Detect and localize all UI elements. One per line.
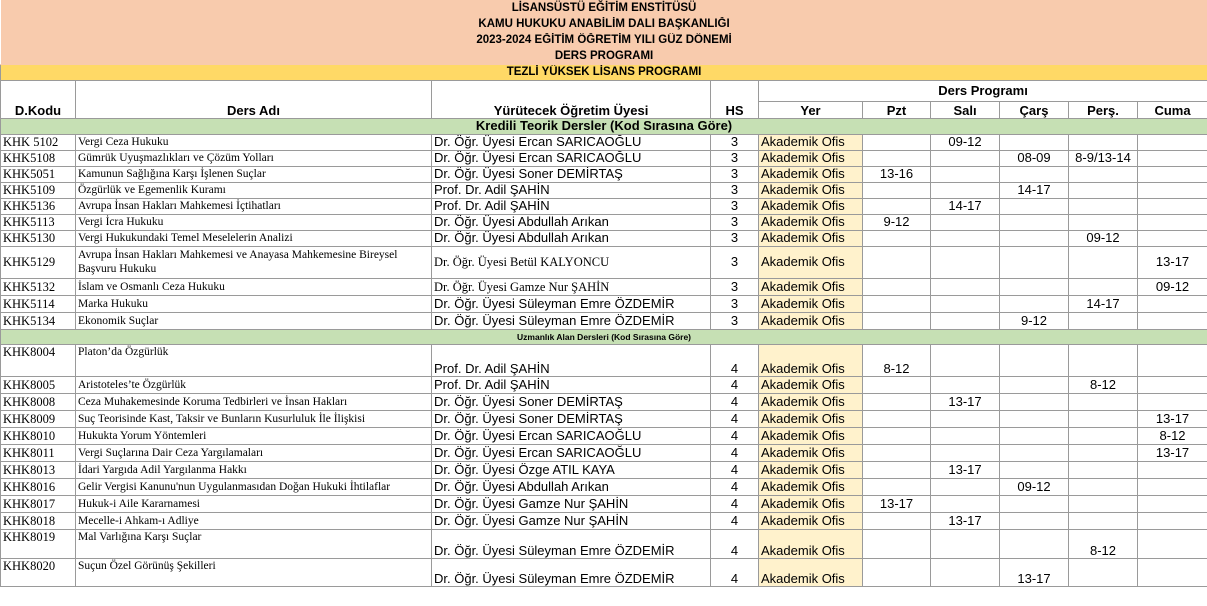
header-line-3: 2023-2024 EĞİTİM ÖĞRETİM YILI GÜZ DÖNEMİ bbox=[1, 32, 1207, 48]
teacher-name: Prof. Dr. Adil ŞAHİN bbox=[432, 376, 711, 393]
time-pers: 09-12 bbox=[1069, 230, 1138, 246]
time-pers bbox=[1069, 512, 1138, 529]
course-name: İdari Yargıda Adil Yargılanma Hakkı bbox=[76, 461, 432, 478]
table-row bbox=[1, 410, 1207, 427]
time-cars bbox=[1000, 230, 1069, 246]
time-sali bbox=[931, 246, 1000, 278]
time-cuma bbox=[1138, 150, 1207, 166]
location: Akademik Ofis bbox=[759, 182, 863, 198]
location: Akademik Ofis bbox=[759, 461, 863, 478]
teacher-name: Dr. Öğr. Üyesi Gamze Nur ŞAHİN bbox=[432, 278, 711, 295]
time-sali bbox=[931, 427, 1000, 444]
course-name: Platon’da Özgürlük bbox=[76, 344, 432, 376]
time-cuma bbox=[1138, 478, 1207, 495]
location: Akademik Ofis bbox=[759, 529, 863, 558]
time-cuma: 13-17 bbox=[1138, 444, 1207, 461]
time-pzt bbox=[863, 312, 931, 329]
course-code: KHK 5102 bbox=[1, 134, 76, 150]
table-row bbox=[1, 134, 1207, 150]
course-code: KHK5109 bbox=[1, 182, 76, 198]
time-pers bbox=[1069, 182, 1138, 198]
teacher-name: Dr. Öğr. Üyesi Süleyman Emre ÖZDEMİR bbox=[432, 558, 711, 586]
course-name: Özgürlük ve Egemenlik Kuramı bbox=[76, 182, 432, 198]
time-sali bbox=[931, 230, 1000, 246]
hs-value: 4 bbox=[711, 529, 759, 558]
location: Akademik Ofis bbox=[759, 427, 863, 444]
hs-value: 3 bbox=[711, 278, 759, 295]
time-cuma bbox=[1138, 214, 1207, 230]
time-pers bbox=[1069, 461, 1138, 478]
course-name: Vergi Suçlarına Dair Ceza Yargılamaları bbox=[76, 444, 432, 461]
time-pzt bbox=[863, 558, 931, 586]
location: Akademik Ofis bbox=[759, 150, 863, 166]
course-code: KHK8004 bbox=[1, 344, 76, 376]
teacher-name: Prof. Dr. Adil ŞAHİN bbox=[432, 198, 711, 214]
location: Akademik Ofis bbox=[759, 410, 863, 427]
location: Akademik Ofis bbox=[759, 344, 863, 376]
location: Akademik Ofis bbox=[759, 558, 863, 586]
time-cars bbox=[1000, 134, 1069, 150]
time-cars bbox=[1000, 410, 1069, 427]
time-sali bbox=[931, 344, 1000, 376]
location: Akademik Ofis bbox=[759, 393, 863, 410]
table-row bbox=[1, 214, 1207, 230]
col-sali-header: Salı bbox=[931, 101, 1000, 118]
teacher-name: Dr. Öğr. Üyesi Soner DEMİRTAŞ bbox=[432, 410, 711, 427]
table-row bbox=[1, 344, 1207, 376]
time-pers bbox=[1069, 393, 1138, 410]
time-sali bbox=[931, 150, 1000, 166]
time-pzt bbox=[863, 150, 931, 166]
time-pers bbox=[1069, 214, 1138, 230]
time-pzt bbox=[863, 427, 931, 444]
table-row bbox=[1, 150, 1207, 166]
course-code: KHK8005 bbox=[1, 376, 76, 393]
time-cuma bbox=[1138, 461, 1207, 478]
time-sali bbox=[931, 278, 1000, 295]
time-sali bbox=[931, 444, 1000, 461]
location: Akademik Ofis bbox=[759, 495, 863, 512]
hs-value: 3 bbox=[711, 246, 759, 278]
time-cars bbox=[1000, 376, 1069, 393]
teacher-name: Dr. Öğr. Üyesi Gamze Nur ŞAHİN bbox=[432, 512, 711, 529]
location: Akademik Ofis bbox=[759, 512, 863, 529]
teacher-name: Dr. Öğr. Üyesi Süleyman Emre ÖZDEMİR bbox=[432, 529, 711, 558]
course-code: KHK8008 bbox=[1, 393, 76, 410]
time-sali: 13-17 bbox=[931, 393, 1000, 410]
course-name: Mecelle-i Ahkam-ı Adliye bbox=[76, 512, 432, 529]
time-pzt bbox=[863, 444, 931, 461]
col-course-header: Ders Adı bbox=[76, 80, 432, 118]
table-row bbox=[1, 376, 1207, 393]
course-name: Gelir Vergisi Kanunu'nun Uygulanmasıdan Doğan Hukuki İhtilaflar bbox=[76, 478, 432, 495]
course-name: Hukuk-i Aile Kararnamesi bbox=[76, 495, 432, 512]
hs-value: 3 bbox=[711, 134, 759, 150]
time-sali bbox=[931, 495, 1000, 512]
table-row bbox=[1, 230, 1207, 246]
teacher-name: Dr. Öğr. Üyesi Ercan SARICAOĞLU bbox=[432, 150, 711, 166]
time-pzt bbox=[863, 376, 931, 393]
location: Akademik Ofis bbox=[759, 312, 863, 329]
location: Akademik Ofis bbox=[759, 134, 863, 150]
location: Akademik Ofis bbox=[759, 444, 863, 461]
time-sali bbox=[931, 558, 1000, 586]
time-cars bbox=[1000, 529, 1069, 558]
teacher-name: Dr. Öğr. Üyesi Abdullah Arıkan bbox=[432, 230, 711, 246]
course-code: KHK8010 bbox=[1, 427, 76, 444]
time-pzt: 13-17 bbox=[863, 495, 931, 512]
time-cars bbox=[1000, 214, 1069, 230]
table-row bbox=[1, 182, 1207, 198]
time-pzt: 9-12 bbox=[863, 214, 931, 230]
course-name: Ekonomik Suçlar bbox=[76, 312, 432, 329]
teacher-name: Dr. Öğr. Üyesi Süleyman Emre ÖZDEMİR bbox=[432, 312, 711, 329]
location: Akademik Ofis bbox=[759, 230, 863, 246]
time-cuma bbox=[1138, 393, 1207, 410]
col-yer-header: Yer bbox=[759, 101, 863, 118]
table-row bbox=[1, 427, 1207, 444]
time-pers bbox=[1069, 312, 1138, 329]
time-cars bbox=[1000, 166, 1069, 182]
location: Akademik Ofis bbox=[759, 198, 863, 214]
time-cars bbox=[1000, 246, 1069, 278]
time-sali bbox=[931, 166, 1000, 182]
hs-value: 4 bbox=[711, 478, 759, 495]
col-cuma-header: Cuma bbox=[1138, 101, 1207, 118]
hs-value: 4 bbox=[711, 512, 759, 529]
time-sali bbox=[931, 410, 1000, 427]
course-code: KHK8020 bbox=[1, 558, 76, 586]
location: Akademik Ofis bbox=[759, 278, 863, 295]
course-name: Marka Hukuku bbox=[76, 295, 432, 312]
time-cuma bbox=[1138, 230, 1207, 246]
course-name: Avrupa İnsan Hakları Mahkemesi ve Anayasa Mahkemesine Bireysel Başvuru Hukuku bbox=[76, 246, 432, 278]
time-sali: 13-17 bbox=[931, 461, 1000, 478]
time-sali bbox=[931, 376, 1000, 393]
time-pers: 8-12 bbox=[1069, 376, 1138, 393]
course-code: KHK8019 bbox=[1, 529, 76, 558]
location: Akademik Ofis bbox=[759, 166, 863, 182]
time-cuma bbox=[1138, 182, 1207, 198]
time-pzt bbox=[863, 278, 931, 295]
col-cars-header: Çarş bbox=[1000, 101, 1069, 118]
table-row bbox=[1, 495, 1207, 512]
time-cars bbox=[1000, 495, 1069, 512]
time-sali bbox=[931, 182, 1000, 198]
location: Akademik Ofis bbox=[759, 376, 863, 393]
time-cars: 14-17 bbox=[1000, 182, 1069, 198]
course-name: İslam ve Osmanlı Ceza Hukuku bbox=[76, 278, 432, 295]
time-pers bbox=[1069, 166, 1138, 182]
teacher-name: Dr. Öğr. Üyesi Soner DEMİRTAŞ bbox=[432, 393, 711, 410]
teacher-name: Dr. Öğr. Üyesi Gamze Nur ŞAHİN bbox=[432, 495, 711, 512]
header-line-4: DERS PROGRAMI bbox=[1, 48, 1207, 64]
header-line-1: LİSANSÜSTÜ EĞİTİM ENSTİTÜSÜ bbox=[1, 0, 1207, 16]
course-name: Vergi İcra Hukuku bbox=[76, 214, 432, 230]
course-code: KHK8017 bbox=[1, 495, 76, 512]
program-title: TEZLİ YÜKSEK LİSANS PROGRAMI bbox=[1, 64, 1207, 80]
time-pzt: 13-16 bbox=[863, 166, 931, 182]
table-row bbox=[1, 512, 1207, 529]
col-group-header: Ders Programı bbox=[759, 80, 1207, 101]
hs-value: 3 bbox=[711, 198, 759, 214]
time-pers bbox=[1069, 495, 1138, 512]
location: Akademik Ofis bbox=[759, 214, 863, 230]
time-pzt bbox=[863, 461, 931, 478]
course-name: Mal Varlığına Karşı Suçlar bbox=[76, 529, 432, 558]
teacher-name: Prof. Dr. Adil ŞAHİN bbox=[432, 344, 711, 376]
teacher-name: Dr. Öğr. Üyesi Betül KALYONCU bbox=[432, 246, 711, 278]
time-sali bbox=[931, 529, 1000, 558]
time-cuma: 09-12 bbox=[1138, 278, 1207, 295]
course-name: Hukukta Yorum Yöntemleri bbox=[76, 427, 432, 444]
teacher-name: Prof. Dr. Adil ŞAHİN bbox=[432, 182, 711, 198]
hs-value: 3 bbox=[711, 312, 759, 329]
table-row bbox=[1, 461, 1207, 478]
time-cars bbox=[1000, 461, 1069, 478]
time-sali: 09-12 bbox=[931, 134, 1000, 150]
table-row bbox=[1, 393, 1207, 410]
time-sali bbox=[931, 295, 1000, 312]
time-cuma: 13-17 bbox=[1138, 246, 1207, 278]
teacher-name: Dr. Öğr. Üyesi Ercan SARICAOĞLU bbox=[432, 427, 711, 444]
time-pzt bbox=[863, 393, 931, 410]
course-code: KHK8011 bbox=[1, 444, 76, 461]
time-sali: 13-17 bbox=[931, 512, 1000, 529]
time-pzt bbox=[863, 512, 931, 529]
teacher-name: Dr. Öğr. Üyesi Süleyman Emre ÖZDEMİR bbox=[432, 295, 711, 312]
time-pzt bbox=[863, 246, 931, 278]
time-cars bbox=[1000, 278, 1069, 295]
course-code: KHK8009 bbox=[1, 410, 76, 427]
teacher-name: Dr. Öğr. Üyesi Abdullah Arıkan bbox=[432, 214, 711, 230]
time-cuma bbox=[1138, 558, 1207, 586]
time-cars bbox=[1000, 444, 1069, 461]
hs-value: 4 bbox=[711, 410, 759, 427]
time-cars bbox=[1000, 512, 1069, 529]
col-pers-header: Perş. bbox=[1069, 101, 1138, 118]
header-line-2: KAMU HUKUKU ANABİLİM DALI BAŞKANLIĞI bbox=[1, 16, 1207, 32]
hs-value: 3 bbox=[711, 295, 759, 312]
time-pzt bbox=[863, 295, 931, 312]
time-cars bbox=[1000, 393, 1069, 410]
time-pzt bbox=[863, 410, 931, 427]
hs-value: 4 bbox=[711, 558, 759, 586]
hs-value: 3 bbox=[711, 150, 759, 166]
teacher-name: Dr. Öğr. Üyesi Abdullah Arıkan bbox=[432, 478, 711, 495]
table-row bbox=[1, 444, 1207, 461]
course-code: KHK5129 bbox=[1, 246, 76, 278]
time-sali bbox=[931, 312, 1000, 329]
time-cuma bbox=[1138, 495, 1207, 512]
time-sali bbox=[931, 214, 1000, 230]
time-cars bbox=[1000, 427, 1069, 444]
teacher-name: Dr. Öğr. Üyesi Soner DEMİRTAŞ bbox=[432, 166, 711, 182]
teacher-name: Dr. Öğr. Üyesi Ercan SARICAOĞLU bbox=[432, 134, 711, 150]
course-code: KHK5114 bbox=[1, 295, 76, 312]
time-pers bbox=[1069, 427, 1138, 444]
time-cuma bbox=[1138, 198, 1207, 214]
hs-value: 4 bbox=[711, 444, 759, 461]
course-code: KHK5136 bbox=[1, 198, 76, 214]
table-row bbox=[1, 295, 1207, 312]
course-code: KHK8018 bbox=[1, 512, 76, 529]
table-row bbox=[1, 558, 1207, 586]
time-pers bbox=[1069, 444, 1138, 461]
time-cars bbox=[1000, 198, 1069, 214]
time-pers: 8-12 bbox=[1069, 529, 1138, 558]
table-row bbox=[1, 312, 1207, 329]
time-sali: 14-17 bbox=[931, 198, 1000, 214]
time-pzt bbox=[863, 134, 931, 150]
teacher-name: Dr. Öğr. Üyesi Ercan SARICAOĞLU bbox=[432, 444, 711, 461]
time-cars: 08-09 bbox=[1000, 150, 1069, 166]
time-cuma: 13-17 bbox=[1138, 410, 1207, 427]
location: Akademik Ofis bbox=[759, 478, 863, 495]
time-cuma bbox=[1138, 344, 1207, 376]
course-code: KHK5134 bbox=[1, 312, 76, 329]
time-pers bbox=[1069, 410, 1138, 427]
course-code: KHK8013 bbox=[1, 461, 76, 478]
time-pers bbox=[1069, 198, 1138, 214]
course-name: Ceza Muhakemesinde Koruma Tedbirleri ve İnsan Hakları bbox=[76, 393, 432, 410]
course-name: Suçun Özel Görünüş Şekilleri bbox=[76, 558, 432, 586]
col-teacher-header: Yürütecek Öğretim Üyesi bbox=[432, 80, 711, 118]
time-cuma bbox=[1138, 529, 1207, 558]
time-cars bbox=[1000, 344, 1069, 376]
time-sali bbox=[931, 478, 1000, 495]
time-cars: 09-12 bbox=[1000, 478, 1069, 495]
time-pzt bbox=[863, 478, 931, 495]
hs-value: 4 bbox=[711, 393, 759, 410]
time-pers bbox=[1069, 246, 1138, 278]
course-code: KHK8016 bbox=[1, 478, 76, 495]
time-pzt bbox=[863, 230, 931, 246]
time-cars: 13-17 bbox=[1000, 558, 1069, 586]
hs-value: 3 bbox=[711, 230, 759, 246]
time-pers bbox=[1069, 478, 1138, 495]
table-row bbox=[1, 166, 1207, 182]
hs-value: 4 bbox=[711, 427, 759, 444]
hs-value: 4 bbox=[711, 376, 759, 393]
table-row bbox=[1, 529, 1207, 558]
time-cuma bbox=[1138, 295, 1207, 312]
course-name: Kamunun Sağlığına Karşı İşlenen Suçlar bbox=[76, 166, 432, 182]
hs-value: 3 bbox=[711, 166, 759, 182]
time-cuma bbox=[1138, 376, 1207, 393]
time-cuma: 8-12 bbox=[1138, 427, 1207, 444]
course-name: Vergi Ceza Hukuku bbox=[76, 134, 432, 150]
course-name: Gümrük Uyuşmazlıkları ve Çözüm Yolları bbox=[76, 150, 432, 166]
teacher-name: Dr. Öğr. Üyesi Özge ATIL KAYA bbox=[432, 461, 711, 478]
time-cuma bbox=[1138, 134, 1207, 150]
col-pzt-header: Pzt bbox=[863, 101, 931, 118]
course-code: KHK5051 bbox=[1, 166, 76, 182]
time-cuma bbox=[1138, 512, 1207, 529]
time-pers: 8-9/13-14 bbox=[1069, 150, 1138, 166]
location: Akademik Ofis bbox=[759, 246, 863, 278]
time-cars: 9-12 bbox=[1000, 312, 1069, 329]
time-pzt bbox=[863, 529, 931, 558]
course-name: Suç Teorisinde Kast, Taksir ve Bunların Kusurluluk İle İlişkisi bbox=[76, 410, 432, 427]
course-name: Vergi Hukukundaki Temel Meselelerin Analizi bbox=[76, 230, 432, 246]
time-pzt bbox=[863, 198, 931, 214]
table-row bbox=[1, 278, 1207, 295]
location: Akademik Ofis bbox=[759, 295, 863, 312]
section-header: Kredili Teorik Dersler (Kod Sırasına Göre) bbox=[1, 118, 1207, 134]
col-hs-header: HS bbox=[711, 80, 759, 118]
col-code-header: D.Kodu bbox=[1, 80, 76, 118]
time-pzt: 8-12 bbox=[863, 344, 931, 376]
time-pers bbox=[1069, 558, 1138, 586]
time-cuma bbox=[1138, 166, 1207, 182]
time-pers bbox=[1069, 344, 1138, 376]
course-code: KHK5108 bbox=[1, 150, 76, 166]
hs-value: 4 bbox=[711, 461, 759, 478]
course-name: Aristoteles’te Özgürlük bbox=[76, 376, 432, 393]
course-code: KHK5113 bbox=[1, 214, 76, 230]
hs-value: 4 bbox=[711, 344, 759, 376]
table-row bbox=[1, 198, 1207, 214]
course-code: KHK5132 bbox=[1, 278, 76, 295]
table-row bbox=[1, 478, 1207, 495]
table-row bbox=[1, 246, 1207, 278]
hs-value: 3 bbox=[711, 182, 759, 198]
time-pers: 14-17 bbox=[1069, 295, 1138, 312]
course-code: KHK5130 bbox=[1, 230, 76, 246]
hs-value: 3 bbox=[711, 214, 759, 230]
time-cars bbox=[1000, 295, 1069, 312]
hs-value: 4 bbox=[711, 495, 759, 512]
course-name: Avrupa İnsan Hakları Mahkemesi İçtihatları bbox=[76, 198, 432, 214]
time-cuma bbox=[1138, 312, 1207, 329]
time-pzt bbox=[863, 182, 931, 198]
time-pers bbox=[1069, 278, 1138, 295]
section-header: Uzmanlık Alan Dersleri (Kod Sırasına Göre) bbox=[1, 329, 1207, 344]
time-pers bbox=[1069, 134, 1138, 150]
